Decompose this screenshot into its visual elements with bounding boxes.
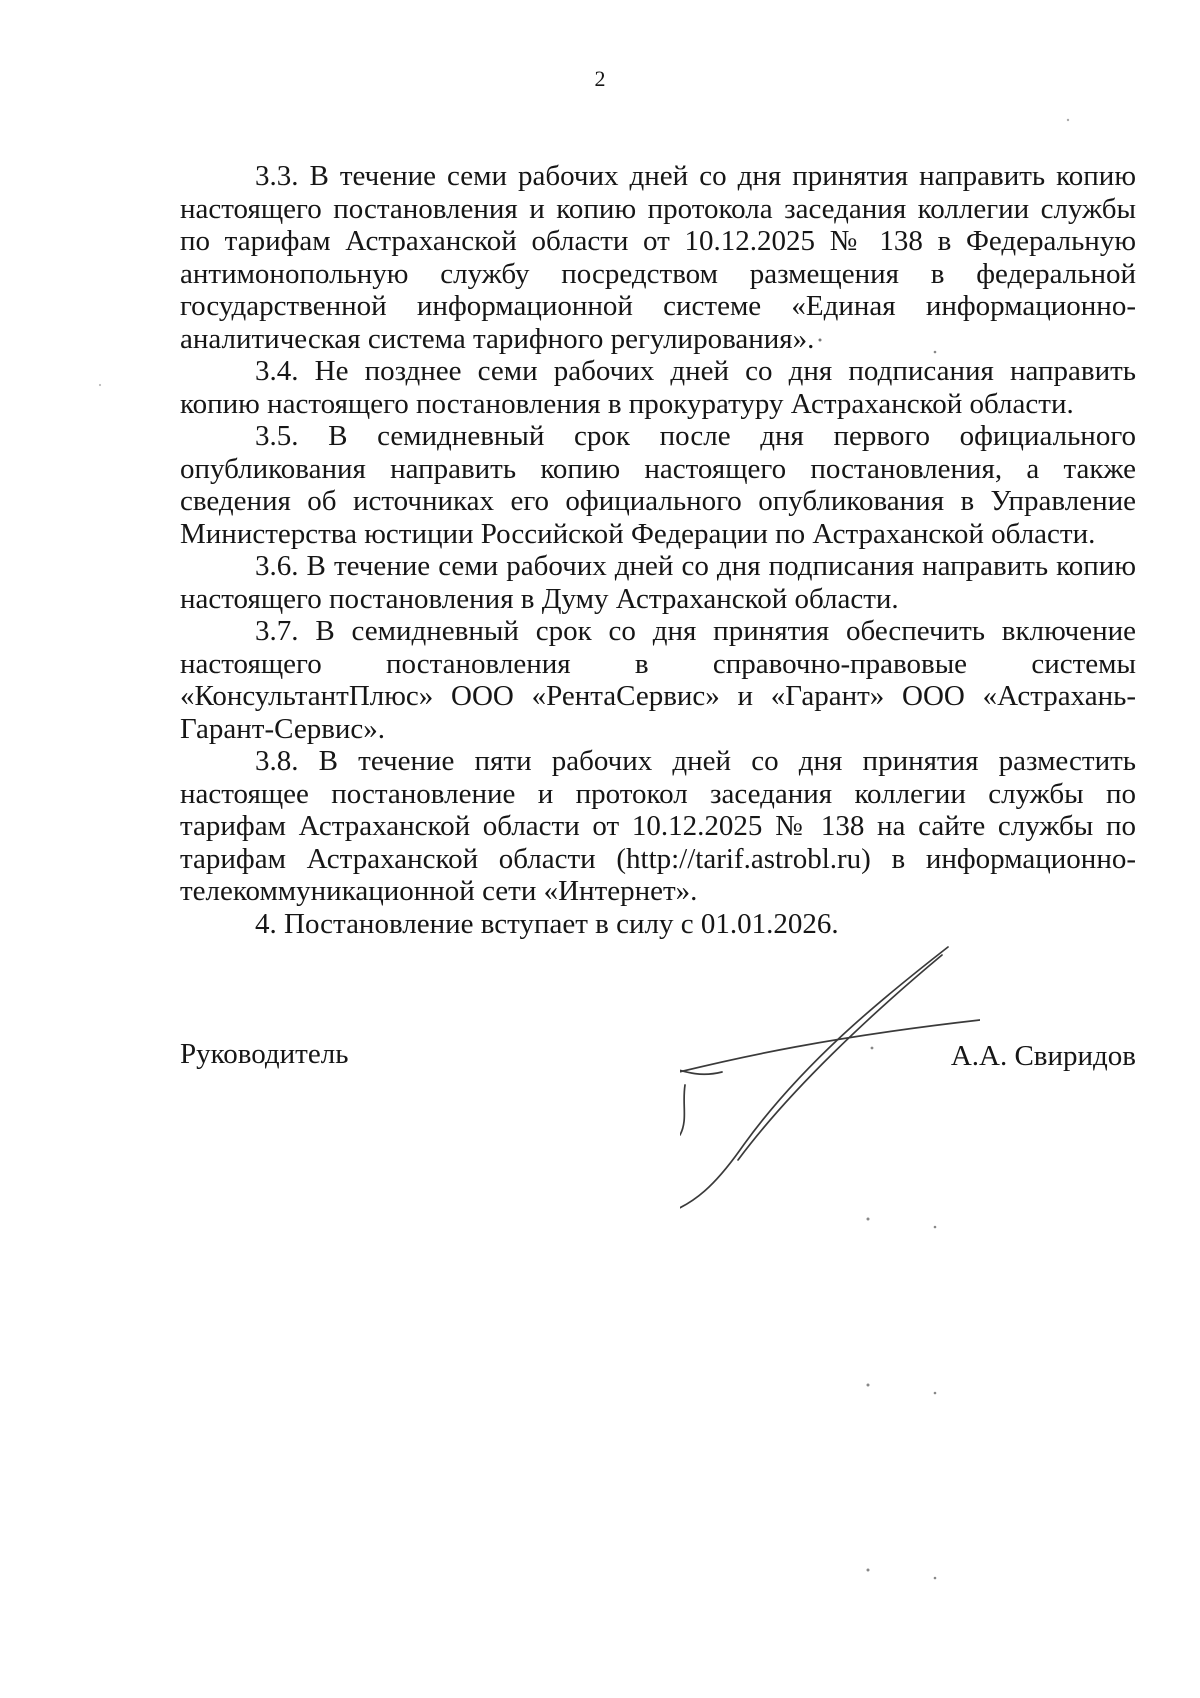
signer-role: Руководитель [180,1038,349,1070]
paragraph-3-5: 3.5. В семидневный срок после дня первого официального опубликования направить копию настоящего постановления, а также сведения об источниках его официального опубликования в Управление Министерства юстиции Российской Федерации по Астраханской области. [180,420,1136,550]
signer-name: А.А. Свиридов [950,1040,1136,1072]
paragraph-3-4: 3.4. Не позднее семи рабочих дней со дня подписания направить копию настоящего постановления в прокуратуру Астраханской области. [180,355,1136,420]
paragraph-3-8: 3.8. В течение пяти рабочих дней со дня принятия разместить настоящее постановление и протокол заседания коллегии службы по тарифам Астраханской области от 10.12.2025 № 138 на сайте службы по тарифам Астраханской области (http://tarif.astrobl.ru) в информационно-телекоммуникационной сети «Интернет». [180,745,1136,907]
document-body [180,160,1136,940]
handwritten-signature [680,945,980,1215]
paragraph-4: 4. Постановление вступает в силу с 01.01.2026. [255,907,839,940]
paragraph-3-3: 3.3. В течение семи рабочих дней со дня принятия направить копию настоящего постановления и копию протокола заседания коллегии службы по тарифам Астраханской области от 10.12.2025 № 138 в Федеральную антимонопольную службу посредством размещения в федеральной государственной информационной системе «Единая информационно-аналитическая система тарифного регулирования». [180,160,1136,355]
paragraph-3-7: 3.7. В семидневный срок со дня принятия обеспечить включение настоящего постановления в справочно-правовые системы «КонсультантПлюс» ООО «РентаСервис» и «Гарант» ООО «Астрахань-Гарант-Сервис». [180,615,1136,745]
paragraph-3-6: 3.6. В течение семи рабочих дней со дня подписания направить копию настоящего постановления в Думу Астраханской области. [180,550,1136,615]
page-number: 2 [594,66,606,91]
